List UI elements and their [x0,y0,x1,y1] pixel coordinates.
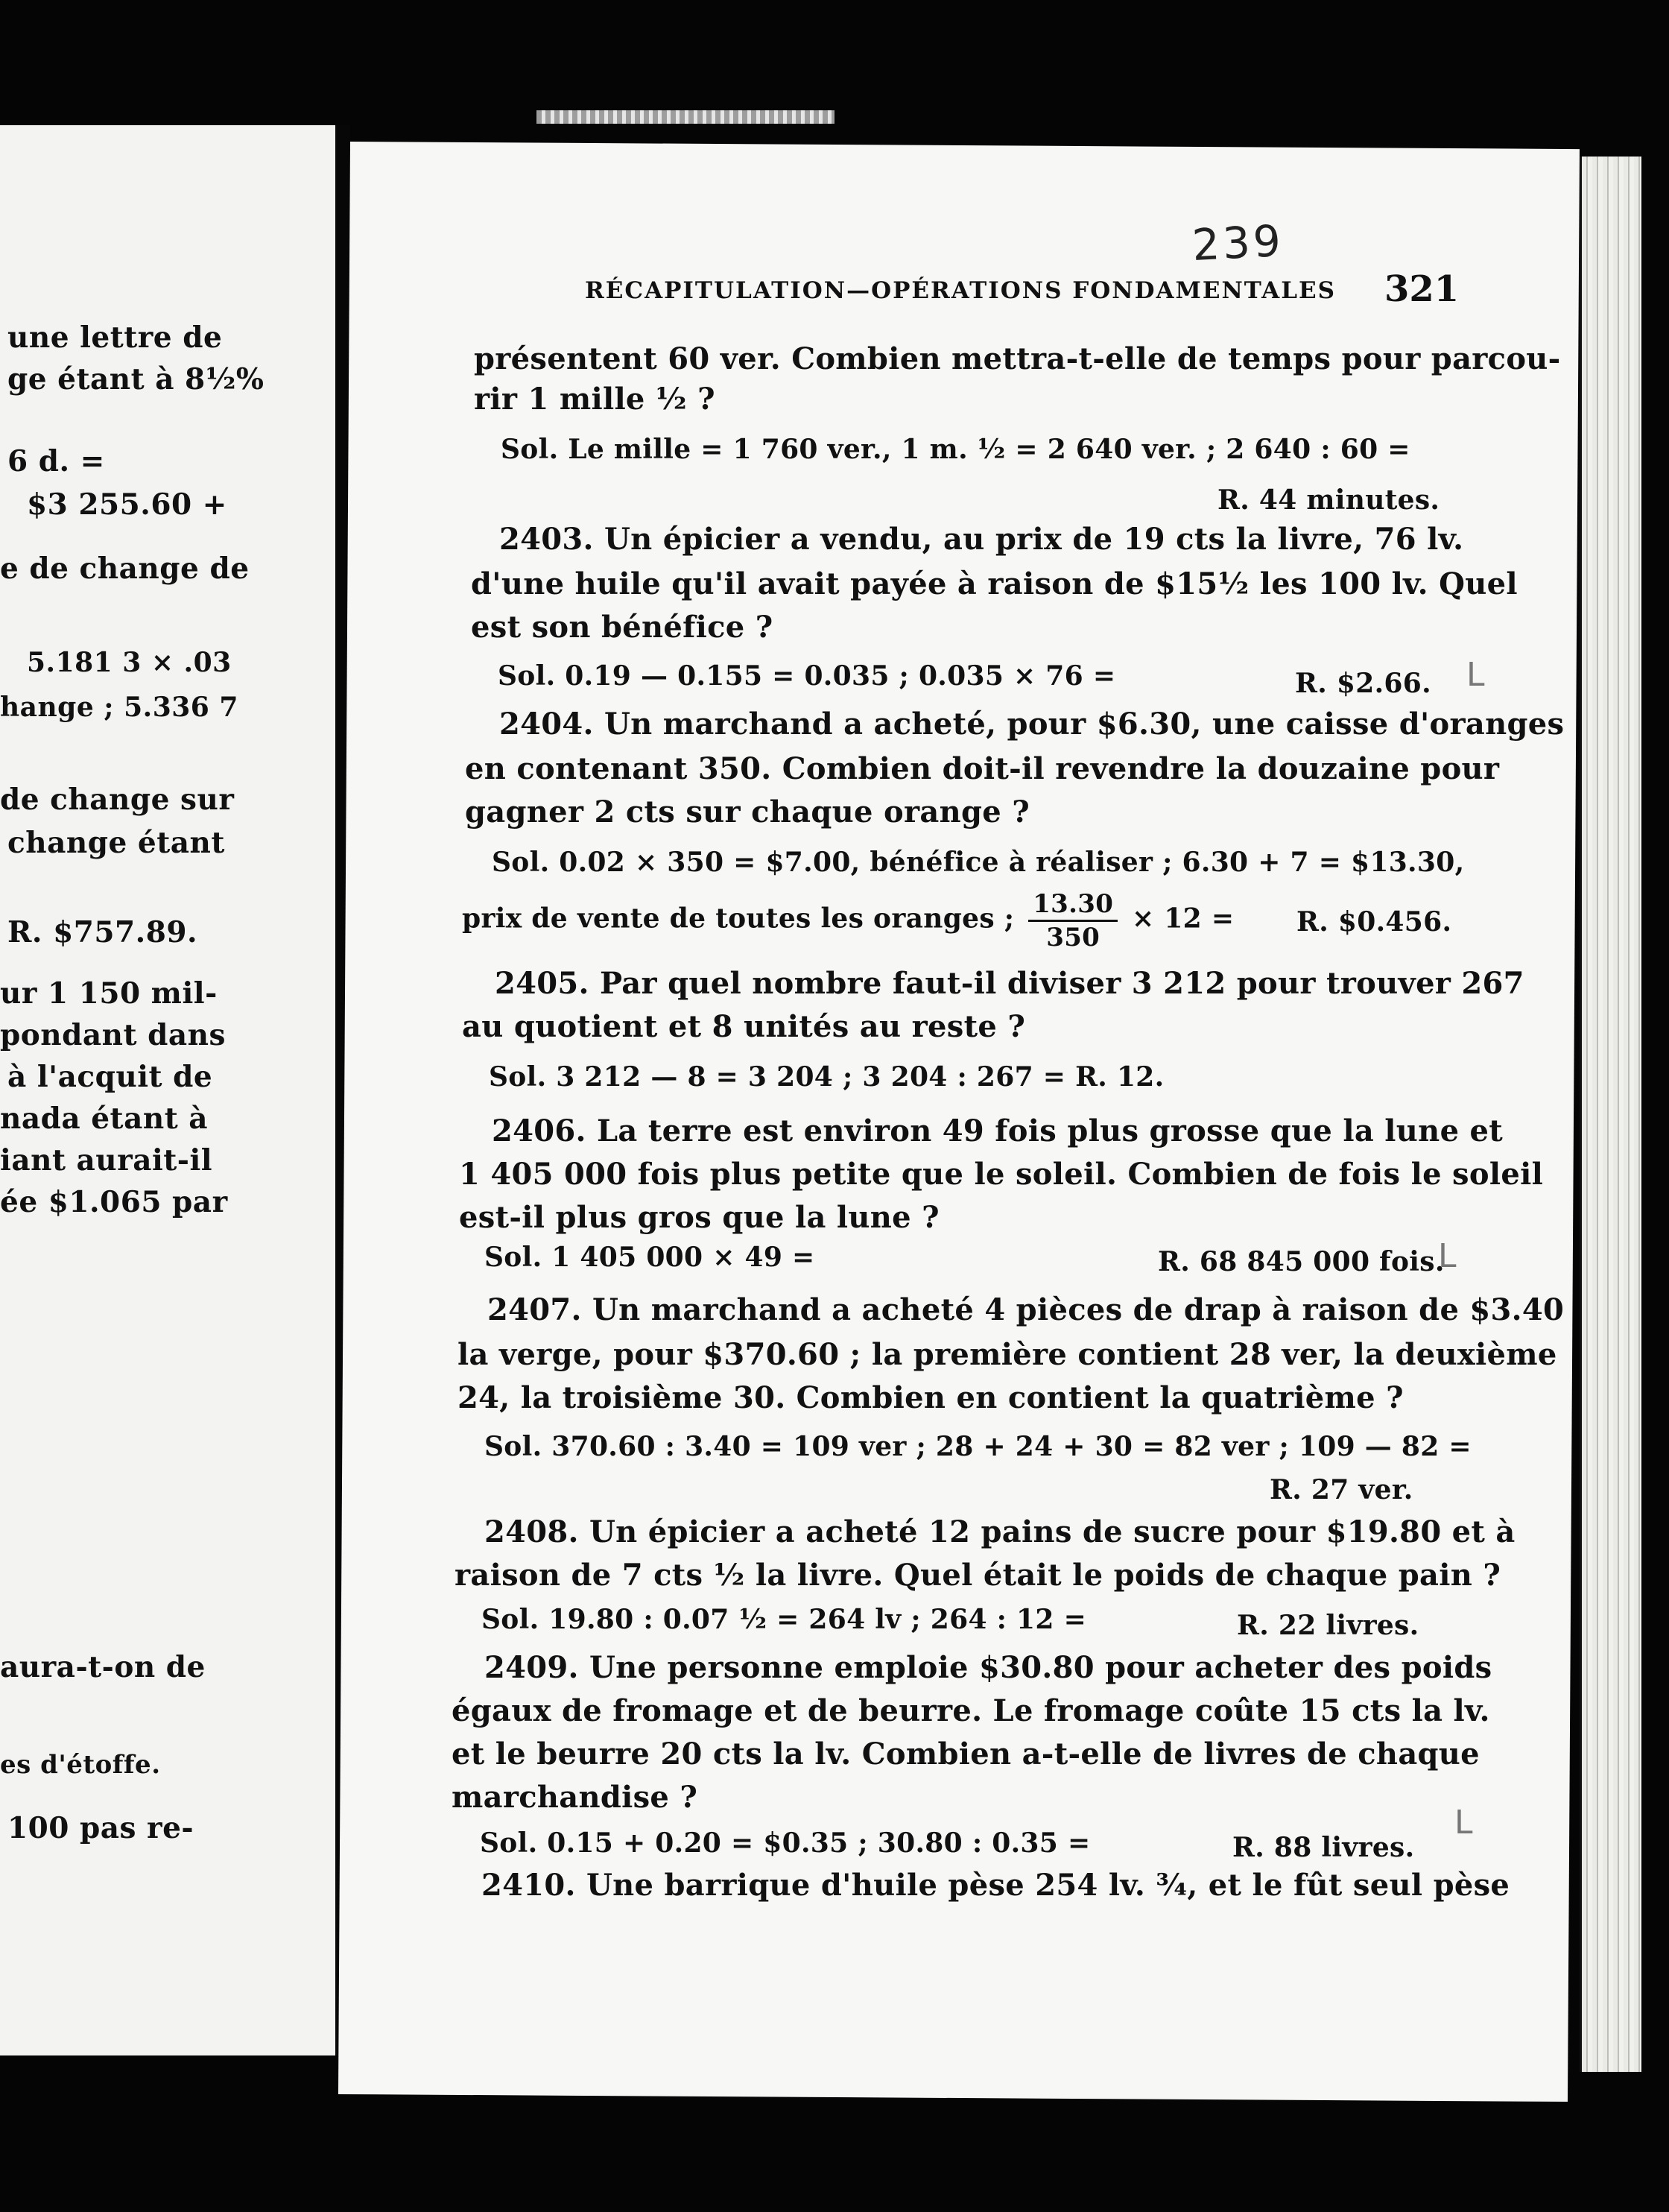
left-line: aura-t-on de [0,1650,206,1684]
problem-2405-line: au quotient et 8 unités au reste ? [462,1009,1026,1044]
problem-2408-line: raison de 7 cts ½ la livre. Quel était le poids de chaque pain ? [455,1558,1501,1593]
running-title: RÉCAPITULATION—OPÉRATIONS FONDAMENTALES [585,277,1337,304]
left-line: es d'étoffe. [0,1750,161,1780]
problem-2407-line: 2407. Un marchand a acheté 4 pièces de drap à raison de $3.40 [487,1292,1565,1327]
fraction-numerator: 13.30 [1028,891,1118,922]
left-line: ur 1 150 mil- [0,976,218,1011]
left-line: de change sur [0,783,235,817]
solution-2404-times: × 12 = [1132,903,1235,935]
answer-2407: R. 27 ver. [1270,1474,1413,1505]
answer-2403: R. $2.66. [1295,668,1431,699]
left-line: une lettre de [7,320,223,355]
problem-2409-line: marchandise ? [452,1780,698,1815]
problem-2404-line: gagner 2 cts sur chaque orange ? [465,794,1030,829]
left-line: ée $1.065 par [0,1185,228,1219]
problem-2403-line: d'une huile qu'il avait payée à raison de $15½ les 100 lv. Quel [471,566,1518,601]
solution-2404: Sol. 0.02 × 350 = $7.00, bénéfice à réaliser ; 6.30 + 7 = $13.30, [492,847,1465,878]
left-line: $3 255.60 + [27,487,227,522]
problem-2410-line: 2410. Une barrique d'huile pèse 254 lv. ¾, et le fût seul pèse [481,1868,1510,1903]
problem-2409-line: égaux de fromage et de beurre. Le fromage coûte 15 cts la lv. [452,1693,1490,1728]
problem-2408-line: 2408. Un épicier a acheté 12 pains de sucre pour $19.80 et à [484,1514,1516,1549]
problem-2406-line: 1 405 000 fois plus petite que le soleil. Combien de fois le soleil [459,1157,1544,1192]
answer: R. 44 minutes. [1217,484,1440,516]
margin-mark: L [1454,1804,1473,1842]
left-line: 5.181 3 × .03 [27,647,232,678]
solution-2405: Sol. 3 212 — 8 = 3 204 ; 3 204 : 267 = R. 12. [489,1061,1165,1093]
solution-2408: Sol. 19.80 : 0.07 ½ = 264 lv ; 264 : 12 = [481,1604,1087,1635]
problem-2407-line: 24, la troisième 30. Combien en contient la quatrième ? [457,1380,1404,1415]
left-line: change étant [7,826,225,860]
solution-2403: Sol. 0.19 — 0.155 = 0.035 ; 0.035 × 76 = [498,660,1116,692]
margin-mark: L [1466,656,1485,694]
page-number: 321 [1384,268,1460,310]
problem-2409-line: 2409. Une personne emploie $30.80 pour acheter des poids [484,1650,1492,1685]
left-line: hange ; 5.336 7 [0,692,238,723]
left-line: nada étant à [0,1102,209,1136]
margin-mark: L [1438,1237,1457,1275]
solution-2404-cont [462,891,1234,950]
left-facing-page [0,125,340,2055]
problem-2404-line: en contenant 350. Combien doit-il revendre la douzaine pour [465,751,1500,786]
page-stack-edge [1580,157,1641,2072]
problem-2403-line: est son bénéfice ? [471,610,773,645]
problem-2407-line: la verge, pour $370.60 ; la première contient 28 ver, la deuxième [457,1337,1557,1372]
answer-2409: R. 88 livres. [1232,1832,1415,1863]
problem-2406-line: 2406. La terre est environ 49 fois plus grosse que la lune et [492,1113,1504,1148]
left-line: pondant dans [0,1018,226,1052]
solution-2409: Sol. 0.15 + 0.20 = $0.35 ; 30.80 : 0.35 = [480,1827,1091,1859]
left-line: à l'acquit de [7,1060,213,1094]
answer-2406: R. 68 845 000 fois. [1158,1246,1445,1277]
left-line: 100 pas re- [7,1811,194,1845]
solution-2407: Sol. 370.60 : 3.40 = 109 ver ; 28 + 24 + 30 = 82 ver ; 109 — 82 = [484,1431,1472,1462]
problem-2404-line: 2404. Un marchand a acheté, pour $6.30, une caisse d'oranges [499,707,1565,742]
left-line: 6 d. = [7,444,105,478]
left-line: e de change de [0,552,250,586]
left-line: iant aurait-il [0,1143,213,1178]
solution-line: Sol. Le mille = 1 760 ver., 1 m. ½ = 2 640 ver. ; 2 640 : 60 = [501,434,1410,465]
problem-2403-line: 2403. Un épicier a vendu, au prix de 19 cts la livre, 76 lv. [499,522,1464,557]
handwritten-note: 239 [1191,215,1285,271]
problem-2406-line: est-il plus gros que la lune ? [459,1200,940,1235]
left-line: ge étant à 8½% [7,362,265,396]
solution-2404-text: prix de vente de toutes les oranges ; [462,903,1015,935]
fraction [1028,891,1118,950]
problem-line: rir 1 mille ½ ? [474,382,715,417]
problem-2409-line: et le beurre 20 cts la lv. Combien a-t-elle de livres de chaque [452,1737,1480,1772]
answer-2404: R. $0.456. [1296,906,1452,938]
answer-2408: R. 22 livres. [1237,1610,1419,1641]
solution-2406: Sol. 1 405 000 × 49 = [484,1242,815,1273]
problem-2405-line: 2405. Par quel nombre faut-il diviser 3 212 pour trouver 267 [495,966,1524,1001]
fraction-denominator: 350 [1046,923,1100,952]
problem-line: présentent 60 ver. Combien mettra-t-elle de temps pour parcou- [474,341,1561,376]
page-edge-strip [536,110,834,124]
left-line: R. $757.89. [7,915,198,949]
